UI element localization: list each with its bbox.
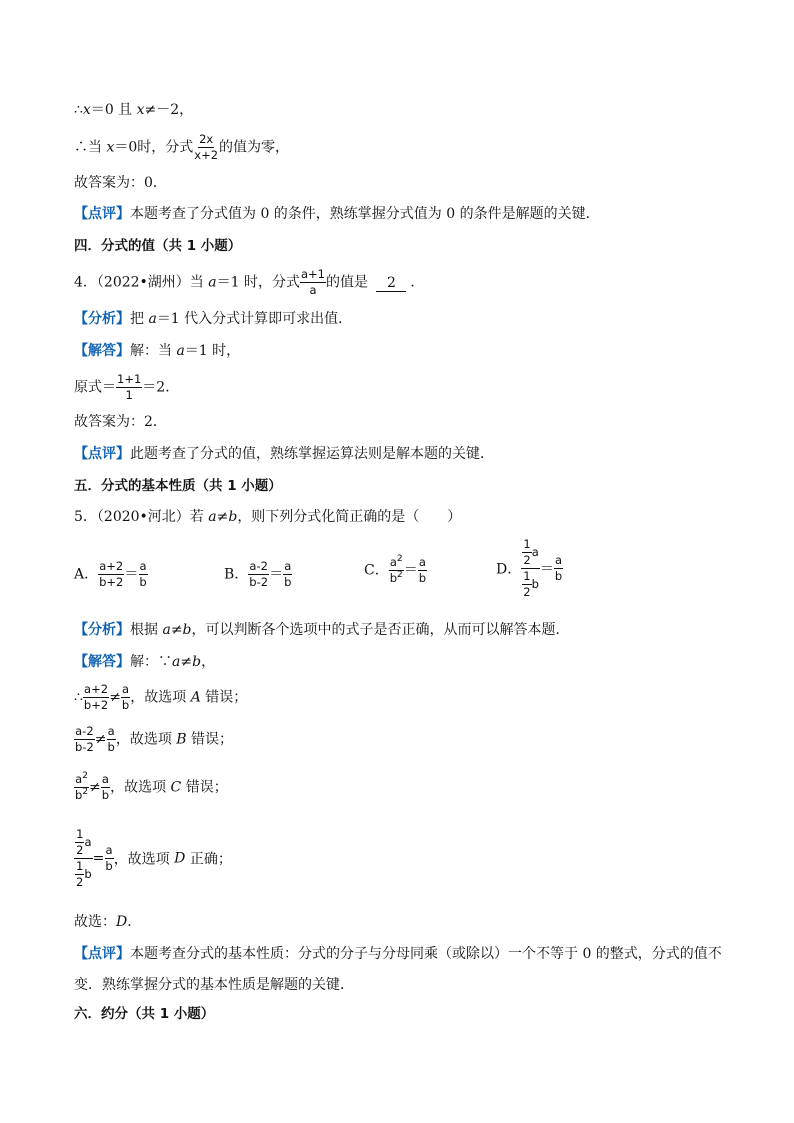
equals: ＝ (269, 566, 284, 583)
var-b: b (531, 577, 539, 591)
fraction (83, 683, 109, 712)
section-heading-6: 六．约分（共 1 小题） (74, 1006, 215, 1022)
text: 根据 (130, 622, 163, 638)
option-label: A． (74, 566, 99, 583)
text: 5．（2020•河北）若 (74, 509, 209, 525)
text: 故答案为：2． (74, 414, 167, 430)
option-c (364, 556, 427, 585)
numerator: 1 (523, 569, 531, 583)
solution-4-expr (74, 373, 179, 402)
var-b: b (84, 867, 92, 881)
text: 正确； (185, 851, 232, 868)
var-b: b (182, 622, 192, 638)
base: b (389, 571, 398, 585)
denominator: b+2 (99, 575, 124, 589)
denominator (521, 569, 540, 599)
option-ref: C (170, 779, 182, 796)
comment-text: 本题考查分式的基本性质：分式的分子与分母同乘（或除以）一个不等于 0 的整式，分式的值不 (130, 946, 722, 962)
numerator (74, 773, 89, 788)
not-equal: ≠ (94, 731, 107, 748)
question-4 (74, 268, 424, 297)
fraction (74, 725, 95, 754)
denominator: x+2 (194, 148, 219, 162)
text: 原式＝ (74, 379, 116, 396)
fraction (98, 560, 124, 589)
final-choice-5 (74, 912, 141, 932)
var-x: x (106, 139, 115, 156)
base: b (75, 788, 83, 802)
numerator: a (139, 559, 147, 573)
solution-line-fraction-zero (74, 133, 289, 162)
denominator: b (139, 575, 147, 589)
numerator: a+1 (300, 267, 325, 281)
section-heading-5: 五．分式的基本性质（共 1 小题） (74, 478, 282, 494)
solution-5-option-b (74, 725, 233, 754)
denominator: a (309, 283, 317, 297)
option-label: C． (364, 562, 389, 579)
equals: ＝ (539, 561, 554, 578)
text: ，则下列分式化简正确的是（ ） (237, 509, 462, 525)
var-a: a (148, 311, 157, 327)
numerator: a (418, 555, 426, 569)
equals: = (92, 850, 105, 867)
fraction (193, 133, 219, 162)
text: ，故选项 (110, 779, 171, 796)
text: ≠－2， (144, 102, 194, 118)
option-ref: D (116, 914, 128, 930)
denominator: b (101, 788, 110, 802)
solution-5 (74, 652, 215, 672)
text: 解：当 (130, 343, 177, 359)
var-x: x (136, 102, 145, 118)
denominator: b (554, 569, 563, 583)
half (522, 538, 531, 567)
numerator: a-2 (75, 724, 94, 738)
solution-5-option-a (74, 683, 247, 712)
question-5 (74, 507, 461, 527)
text: 故选： (74, 914, 116, 930)
numerator: 1 (76, 827, 84, 841)
numerator (389, 556, 404, 571)
text: ，可以判断各个选项中的式子是否正确，从而可以解答本题． (191, 622, 570, 638)
text: ． (127, 914, 142, 930)
solution-4 (74, 341, 240, 361)
numerator (521, 538, 539, 569)
denominator (74, 859, 93, 889)
numerator: a+2 (99, 559, 124, 573)
half (75, 860, 84, 889)
text: 错误； (200, 689, 248, 706)
option-d (496, 538, 563, 599)
numerator: 1+1 (117, 372, 142, 386)
numerator: a (555, 553, 563, 567)
solution-label: 【解答】 (74, 343, 130, 359)
option-ref: D (174, 850, 186, 867)
text: 把 (130, 311, 149, 327)
comment-line (74, 204, 600, 224)
section-heading-4: 四．分式的值（共 1 小题） (74, 238, 242, 254)
fraction (121, 683, 130, 712)
equals: ＝ (403, 562, 418, 579)
numerator: a (105, 843, 113, 857)
comment-label: 【点评】 (74, 446, 130, 462)
fraction (107, 725, 116, 754)
comment-label: 【点评】 (74, 946, 130, 962)
text: ∴当 (74, 139, 107, 156)
analysis-4 (74, 309, 352, 329)
denominator: b-2 (75, 740, 94, 754)
text: 故答案为：0． (74, 175, 167, 191)
not-equal: ≠ (216, 509, 229, 525)
base: a (389, 555, 397, 569)
numerator: a (107, 724, 115, 738)
denominator: b (284, 575, 292, 589)
half (522, 570, 531, 599)
denominator: b (121, 698, 130, 712)
fraction (418, 556, 427, 585)
text: ＝0 且 (90, 102, 137, 118)
fraction (74, 773, 89, 802)
exponent: 2 (396, 554, 403, 565)
comment-text: 变．熟练掌握分式的基本性质是解题的关键． (74, 977, 354, 993)
denominator: b (107, 740, 115, 754)
not-equal: ≠ (180, 654, 193, 670)
text: ，故选项 (115, 731, 177, 748)
text: ＝0时，分式 (114, 139, 194, 156)
fraction (248, 560, 269, 589)
text: 4．（2022•湖州）当 (74, 274, 209, 291)
option-label: B． (224, 566, 249, 583)
numerator: a+2 (84, 682, 109, 696)
analysis-label: 【分析】 (74, 622, 130, 638)
var-a: a (84, 835, 92, 849)
analysis-5 (74, 620, 570, 640)
var-x: x (82, 102, 91, 118)
denominator: b (418, 571, 427, 585)
denominator: b (105, 859, 113, 873)
equals: ＝ (124, 566, 139, 583)
text: 解：∵ (130, 654, 172, 670)
numerator: a (284, 559, 292, 573)
therefore-symbol: ∴ (74, 689, 83, 706)
comment-label: 【点评】 (74, 206, 130, 222)
fraction (300, 268, 326, 297)
compound-fraction (74, 828, 93, 889)
var-a: a (208, 274, 217, 291)
comment-4 (74, 444, 494, 464)
fraction (389, 556, 404, 585)
text: 的值是 (325, 274, 373, 291)
var-a: a (208, 509, 217, 525)
answer-4 (74, 412, 167, 432)
option-a (74, 560, 148, 589)
therefore-symbol: ∴ (74, 102, 83, 118)
answer-line (74, 173, 167, 193)
option-ref: B (176, 731, 187, 748)
numerator: 1 (523, 537, 531, 551)
var-a: a (531, 545, 539, 559)
denominator: 1 (125, 388, 133, 402)
text: ， (201, 654, 216, 670)
var-a: a (172, 654, 181, 670)
option-label: D． (496, 561, 522, 578)
fraction (104, 844, 113, 873)
numerator: a (101, 772, 109, 786)
text: ，故选项 (113, 851, 175, 868)
text: ＝1 代入分式计算即可求出值． (156, 311, 353, 327)
text: 错误； (181, 779, 228, 796)
comment-text: 本题考查了分式值为 0 的条件，熟练掌握分式值为 0 的条件是解题的关键． (130, 206, 600, 222)
exponent: 2 (397, 570, 403, 581)
text: ＝2． (142, 379, 180, 396)
numerator: a (122, 682, 130, 696)
numerator: 1 (76, 859, 84, 873)
comment-5 (74, 944, 722, 964)
var-b: b (192, 654, 202, 670)
text: ＝1 时， (184, 343, 241, 359)
solution-line-x-zero (74, 100, 193, 120)
comment-text: 此题考查了分式的值，熟练掌握运算法则是解本题的关键． (130, 446, 494, 462)
compound-fraction (521, 538, 540, 599)
fraction (116, 373, 142, 402)
fraction (283, 560, 292, 589)
solution-5-option-c (74, 773, 228, 802)
not-equal: ≠ (170, 622, 183, 638)
base: a (75, 772, 83, 786)
not-equal: ≠ (89, 779, 101, 796)
answer-blank: 2 (376, 275, 406, 292)
option-ref: A (190, 689, 201, 706)
denominator: 2 (523, 585, 531, 599)
text: ． (410, 274, 425, 291)
denominator: b+2 (83, 698, 109, 712)
denominator: 2 (76, 875, 84, 889)
fraction (554, 554, 563, 583)
comment-5-cont (74, 975, 354, 995)
var-a: a (162, 622, 171, 638)
text: ＝1 时，分式 (216, 274, 300, 291)
denominator: b-2 (249, 575, 269, 589)
solution-label: 【解答】 (74, 654, 130, 670)
analysis-label: 【分析】 (74, 311, 130, 327)
var-a: a (176, 343, 185, 359)
exponent: 2 (82, 771, 88, 782)
denominator: 2 (523, 553, 531, 567)
text: 错误； (186, 731, 234, 748)
numerator (74, 828, 92, 859)
denominator: 2 (76, 843, 84, 857)
fraction (101, 773, 110, 802)
fraction (138, 560, 147, 589)
not-equal: ≠ (109, 689, 121, 706)
denominator (389, 571, 404, 585)
text: ，故选项 (130, 689, 191, 706)
denominator (74, 788, 89, 802)
text: 的值为零， (219, 139, 290, 156)
exponent: 2 (82, 787, 89, 798)
numerator: a-2 (249, 559, 268, 573)
numerator: 2x (199, 132, 214, 146)
option-b (224, 560, 292, 589)
solution-5-option-d (74, 828, 232, 889)
var-b: b (228, 509, 238, 525)
